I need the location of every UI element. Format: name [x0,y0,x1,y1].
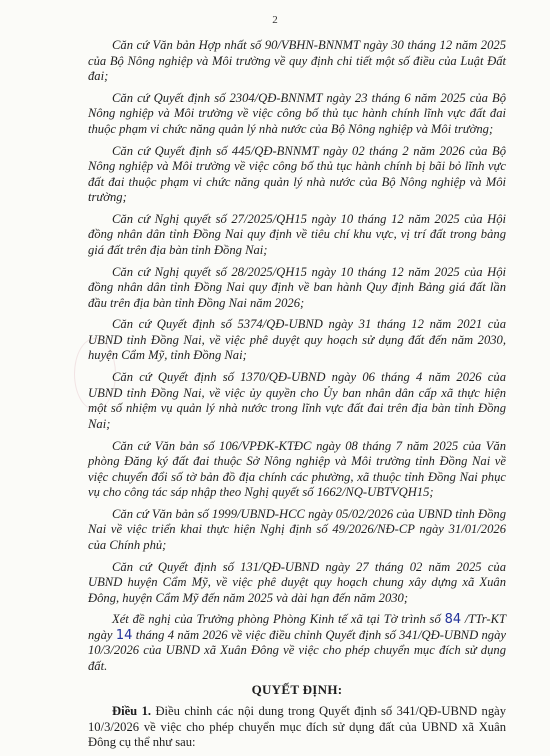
legal-basis-paragraph: Căn cứ Nghị quyết số 28/2025/QH15 ngày 10 tháng 12 năm 2025 của Hội đồng nhân dân tỉnh Đồng Nai quy định về ban hành Quy định Bảng giá đất lần đầu trên địa bàn tỉnh Đồng Nai năm 2026; [88,264,506,310]
faint-stamp-mark [74,338,116,410]
document-body [88,38,506,751]
article-1-text: Điều chỉnh các nội dung trong Quyết định số 341/QĐ-UBND ngày 10/3/2026 về việc cho phép chuyển mục đích sử dụng đất của UBND xã Xuân Đông cụ thể như sau: [88,704,506,750]
handwritten-report-day: 14 [115,627,133,643]
proposal-paragraph [88,612,506,674]
legal-basis-paragraph: Căn cứ Văn bản số 106/VPĐK-KTĐC ngày 08 tháng 7 năm 2025 của Văn phòng Đăng ký đất đai thuộc Sở Nông nghiệp và Môi trường tỉnh Đồng Nai về việc chuyển đổi số tờ bản đồ địa chính các phường, xã thuộc tỉnh Đồng Nai phục vụ cho công tác sáp nhập theo Nghị quyết số 1662/NQ-UBTVQH15; [88,438,506,500]
proposal-text-3: tháng 4 năm 2026 về việc điều chỉnh Quyết định số 341/QĐ-UBND ngày 10/3/2026 của UBND xã Xuân Đông về việc cho phép chuyển mục đích sử dụng đất. [88,627,506,673]
proposal-text-1: Xét đề nghị của Trưởng phòng Phòng Kinh tế xã tại Tờ trình số [112,612,445,627]
legal-basis-paragraph: Căn cứ Nghị quyết số 27/2025/QH15 ngày 10 tháng 12 năm 2025 của Hội đồng nhân dân tỉnh Đồng Nai quy định về tiêu chí khu vực, vị trí đất trong bảng giá đất trên địa bàn tỉnh Đồng Nai; [88,211,506,257]
legal-basis-paragraph: Căn cứ Quyết định số 5374/QĐ-UBND ngày 31 tháng 12 năm 2021 của UBND tỉnh Đồng Nai, về việc phê duyệt quy hoạch sử dụng đất đến năm 2030, huyện Cẩm Mỹ, tỉnh Đồng Nai; [88,317,506,363]
legal-basis-paragraph: Căn cứ Quyết định số 1370/QĐ-UBND ngày 06 tháng 4 năm 2026 của UBND tỉnh Đồng Nai, về việc ủy quyền cho Ủy ban nhân dân cấp xã thực hiện một số nhiệm vụ quản lý nhà nước trong lĩnh vực đất đai trên địa bàn tỉnh Đồng Nai; [88,370,506,431]
handwritten-report-number: 84 [444,612,462,628]
page-number: 2 [272,14,278,26]
legal-basis-paragraph: Căn cứ Văn bản Hợp nhất số 90/VBHN-BNNMT ngày 30 tháng 12 năm 2025 của Bộ Nông nghiệp và Môi trường về quy định chi tiết một số điều của Luật Đất đai; [88,38,506,83]
article-1-label: Điều 1. [112,704,152,719]
proposal-text-2: /TTr-KT ngày [88,612,506,642]
article-1 [88,704,506,751]
legal-basis-paragraph: Căn cứ Quyết định số 131/QĐ-UBND ngày 27 tháng 02 năm 2025 của UBND huyện Cẩm Mỹ, về việc phê duyệt quy hoạch chung xây dựng xã Xuân Đông, huyện Cẩm Mỹ đến năm 2025 và dài hạn đến năm 2030; [88,559,506,605]
decision-heading: QUYẾT ĐỊNH: [251,682,343,698]
legal-basis-paragraph: Căn cứ Quyết định số 2304/QĐ-BNNMT ngày 23 tháng 6 năm 2025 của Bộ Nông nghiệp và Môi trường về việc công bố thủ tục hành chính lĩnh vực đất đai thuộc phạm vi chức năng quản lý nhà nước của Bộ Nông nghiệp và Môi trường; [88,90,506,136]
legal-basis-paragraph: Căn cứ Văn bản số 1999/UBND-HCC ngày 05/02/2026 của UBND tỉnh Đồng Nai về việc triển khai thực hiện Nghị định số 49/2026/NĐ-CP ngày 31/01/2026 của Chính phủ; [88,506,506,552]
legal-basis-paragraph: Căn cứ Quyết định số 445/QĐ-BNNMT ngày 02 tháng 2 năm 2026 của Bộ Nông nghiệp và Môi trường về việc công bố thủ tục hành chính bị bãi bỏ lĩnh vực đất đai thuộc phạm vi chức năng quản lý nhà nước của Bộ Nông nghiệp và Môi trường; [88,143,506,205]
